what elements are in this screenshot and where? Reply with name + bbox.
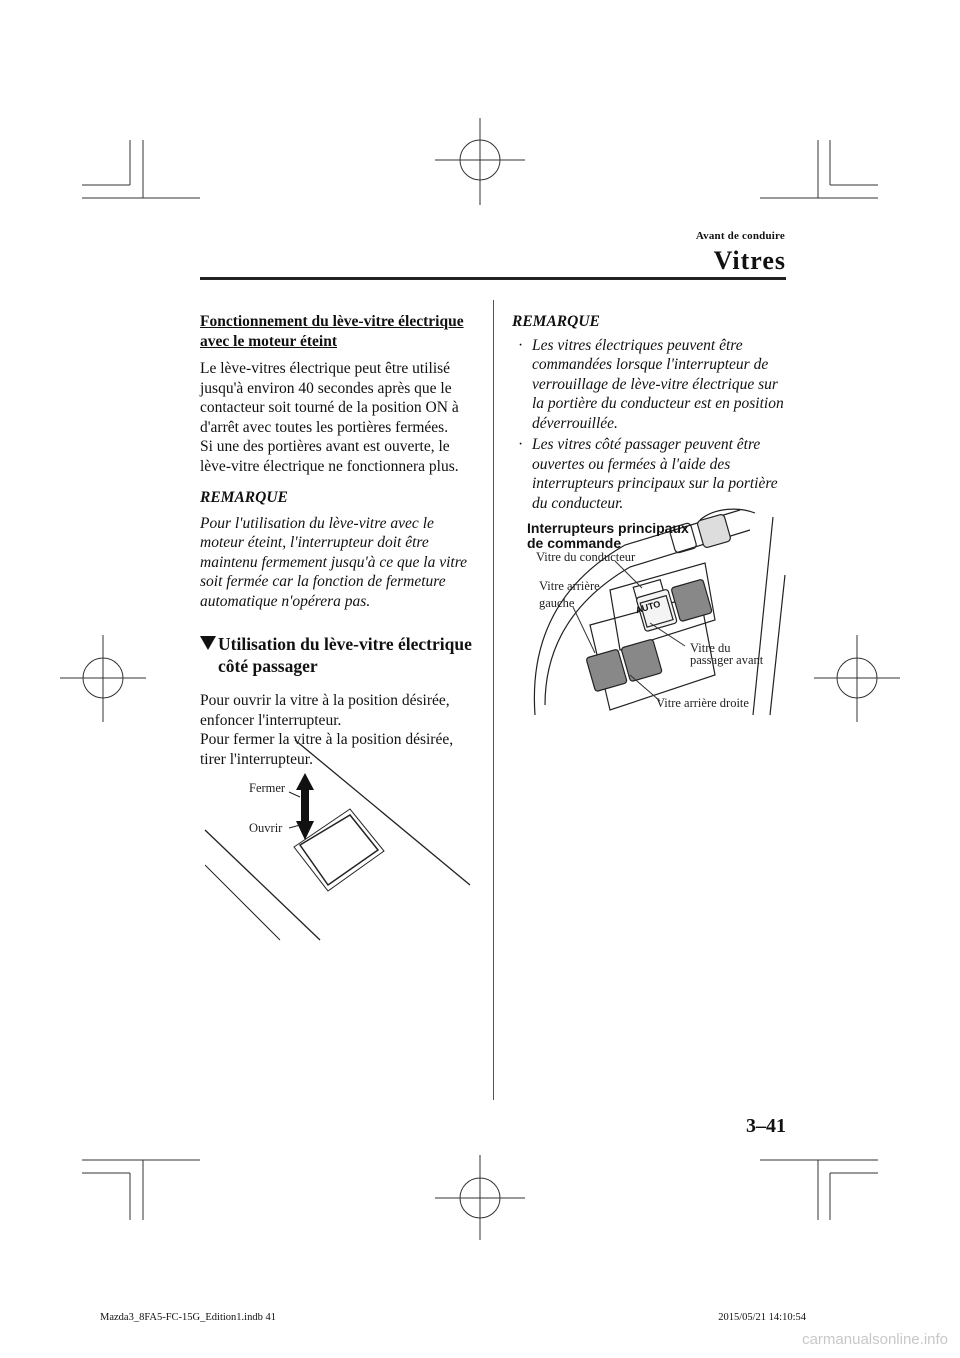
header-rule [200, 277, 786, 280]
paragraph-open: Pour ouvrir la vitre à la position désirée, enfoncer l'interrupteur. [200, 692, 450, 729]
section-small-title: Avant de conduire [695, 230, 785, 242]
paragraph-engine-off-2: Si une des portières avant est ouverte, le lève-vitre électrique ne fonctionnera plus. [200, 438, 459, 475]
page-number: 3–41 [746, 1115, 786, 1137]
note-bullet [512, 435, 787, 513]
note-bullet-text: Les vitres côté passager peuvent être ouvertes ou fermées à l'aide des interrupteurs principaux sur la portière du conducteur. [532, 436, 778, 512]
double-arrow-icon [296, 773, 314, 840]
label-front-passenger-2: passager avant [690, 653, 764, 667]
figure-title-line1: Interrupteurs principaux [527, 520, 689, 536]
watermark: carmanualsonline.info [802, 1331, 948, 1348]
label-rear-left-2: gauche [539, 596, 575, 610]
auto-label: AUTO [634, 598, 662, 616]
label-driver-window: Vitre du conducteur [536, 550, 636, 564]
master-switch-figure [515, 505, 790, 720]
bullet-dot: · [518, 336, 524, 354]
subheading-engine-off: Fonctionnement du lève-vitre électrique avec le moteur éteint [200, 313, 464, 350]
note-heading-right: REMARQUE [512, 313, 600, 330]
paragraph-engine-off-1: Le lève-vitres électrique peut être utilisé jusqu'à environ 40 secondes après que le contacteur soit tourné de la position ON à d'arrêt avec toutes les portières fermées. [200, 360, 459, 436]
passenger-switch-figure [200, 735, 480, 945]
label-open: Ouvrir [249, 821, 283, 835]
section-heading-text: Utilisation du lève-vitre électrique côté passager [218, 634, 472, 676]
footer-timestamp: 2015/05/21 14:10:54 [718, 1312, 806, 1323]
note-bullet [512, 336, 787, 434]
paragraph-close: Pour fermer la vitre à la position désirée, tirer l'interrupteur. [200, 731, 454, 768]
right-column [512, 312, 787, 515]
left-column [200, 312, 480, 779]
section-heading-passenger [200, 633, 480, 677]
figure-title-line2: de commande [527, 535, 622, 551]
bullet-dot: · [518, 436, 524, 453]
column-divider [493, 300, 494, 1100]
note-text: Pour l'utilisation du lève-vitre avec le moteur éteint, l'interrupteur doit être maintenu fermement jusqu'à ce que la vitre soit fermée car la fonction de fermeture automatique n'opérera pas. [200, 514, 468, 610]
label-front-passenger-1: Vitre du [690, 641, 731, 655]
label-rear-right: Vitre arrière droite [656, 696, 749, 710]
label-rear-left-1: Vitre arrière [539, 579, 600, 593]
footer-filename: Mazda3_8FA5-FC-15G_Edition1.indb 41 [100, 1312, 276, 1323]
note-heading: REMARQUE [200, 489, 288, 506]
triangle-marker-icon [200, 636, 216, 650]
section-title: Vitres [713, 246, 786, 275]
label-close: Fermer [249, 781, 286, 795]
note-bullet-text: Les vitres électriques peuvent être commandées lorsque l'interrupteur de verrouillage de lève-vitre électrique sur la portière du conducteur est en position déverrouillée. [532, 336, 784, 432]
